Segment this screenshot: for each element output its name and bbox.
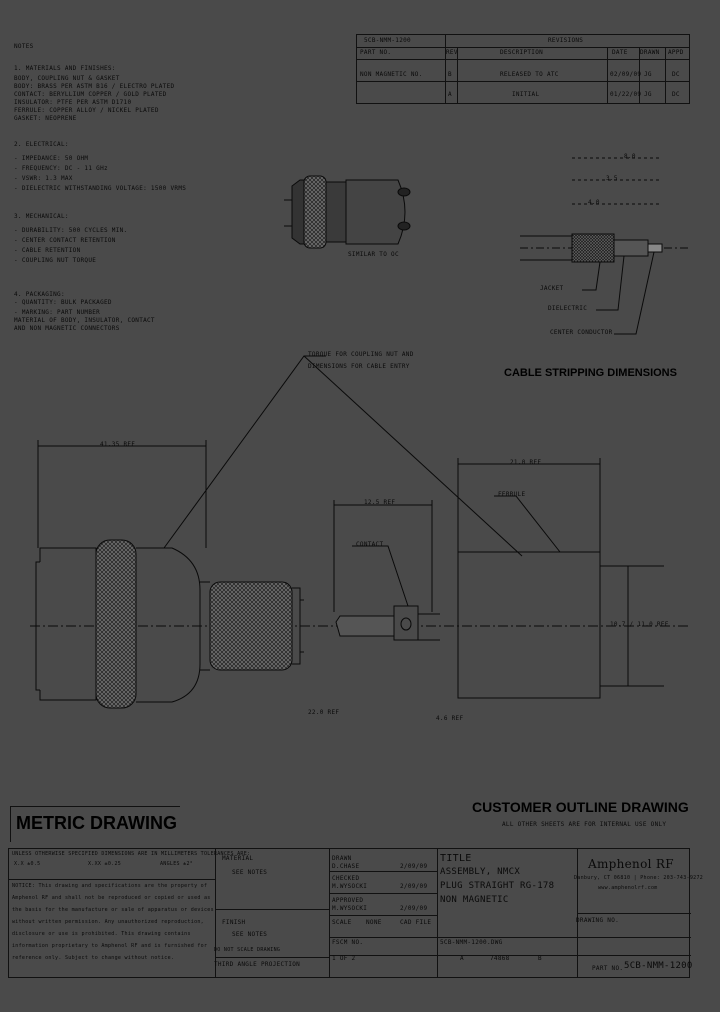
note-line: 4. PACKAGING: — [14, 291, 65, 298]
rev-col-date: DATE — [612, 49, 628, 56]
note-line: AND NON MAGNETIC CONNECTORS — [14, 325, 120, 332]
rev-row2-desc: INITIAL — [512, 91, 540, 98]
company-logo: Amphenol RF — [588, 857, 674, 871]
note-line: GASKET: NEOPRENE — [14, 115, 77, 122]
dim-contact-diameter: 4.6 REF — [436, 715, 464, 722]
drawn-name: D.CHASE — [332, 863, 360, 870]
note-line: BODY: BRASS PER ASTM B16 / ELECTRO PLATED — [14, 83, 175, 90]
rev-col-description: DESCRIPTION — [500, 49, 544, 56]
customer-outline-heading: CUSTOMER OUTLINE DRAWING — [472, 799, 689, 815]
strip-dim-1: 8.0 — [624, 153, 636, 160]
rev-row1-drawn: JG — [644, 71, 652, 78]
note-line: - QUANTITY: BULK PACKAGED — [14, 299, 112, 306]
proprietary-line: NOTICE: This drawing and specifications are the property of — [12, 883, 208, 889]
dim-overall: 41.35 REF — [100, 441, 136, 448]
rev-col-partno: PART NO. — [360, 49, 392, 56]
note-line: - DIELECTRIC WITHSTANDING VOLTAGE: 1500 VRMS — [14, 185, 187, 192]
fscm-value: 74868 — [490, 955, 510, 962]
dim-ferrule-diameter: 10.7 / 11.0 REF — [610, 621, 669, 628]
rev-col-drawn: DRAWN — [640, 49, 660, 56]
rev-row1-desc: RELEASED TO ATC — [500, 71, 559, 78]
strip-jacket-label: JACKET — [540, 285, 564, 292]
proprietary-line: the basis for the manufacture or sale of apparatus or devices — [12, 907, 214, 913]
drawn-date: 2/09/09 — [400, 863, 428, 870]
proprietary-line: without written permission. Any unauthorized reproduction, — [12, 919, 204, 925]
note-line: - VSWR: 1.3 MAX — [14, 175, 73, 182]
tolerance-text: UNLESS OTHERWISE SPECIFIED DIMENSIONS ARE IN MILLIMETERS TOLERANCES ARE: — [12, 851, 251, 857]
approved-label: APPROVED — [332, 897, 364, 904]
cable-stripping-heading: CABLE STRIPPING DIMENSIONS — [504, 367, 677, 379]
tolerance-value-3: ANGLES ±2° — [160, 861, 194, 867]
company-web: www.amphenolrf.com — [598, 885, 658, 891]
finish-value: SEE NOTES — [232, 931, 268, 938]
size-value: A — [460, 955, 464, 962]
rev-col-rev: REV — [446, 49, 458, 56]
tolerance-value-1: X.X ±0.5 — [14, 861, 41, 867]
approved-date: 2/09/09 — [400, 905, 428, 912]
title-line-2: PLUG STRAIGHT RG-178 — [440, 881, 555, 891]
note-line: MATERIAL OF BODY, INSULATOR, CONTACT — [14, 317, 155, 324]
revision-header: REVISIONS — [548, 37, 584, 44]
checked-name: M.WYSOCKI — [332, 883, 368, 890]
rev-row1-partno: NON MAGNETIC NO. — [360, 71, 423, 78]
note-line: 2. ELECTRICAL: — [14, 141, 69, 148]
revision-part-no: 5CB-NMM-1200 — [364, 37, 411, 44]
drawing-no-label: DRAWING NO. — [576, 917, 620, 924]
title-line-3: NON MAGNETIC — [440, 895, 509, 905]
approved-name: M.WYSOCKI — [332, 905, 368, 912]
cad-value: 5CB-NMM-1200.DWG — [440, 939, 503, 946]
title-label: TITLE — [440, 853, 472, 864]
proprietary-line: information proprietary to Amphenol RF and is furnished for — [12, 943, 208, 949]
company-address: Danbury, CT 06810 | Phone: 203-743-9272 — [574, 875, 704, 881]
connector-outline-views — [30, 356, 690, 708]
dim-ferrule-length: 21.0 REF — [510, 459, 542, 466]
third-angle: THIRD ANGLE PROJECTION — [214, 961, 301, 968]
note-line: 1. MATERIALS AND FINISHES: — [14, 65, 116, 72]
scale-label: SCALE — [332, 919, 352, 926]
rev-row2-appd: DC — [672, 91, 680, 98]
dim-contact-length: 12.5 REF — [364, 499, 396, 506]
note-line: - IMPEDANCE: 50 OHM — [14, 155, 89, 162]
rev-row2-rev: A — [448, 91, 452, 98]
finish-label: FINISH — [222, 919, 246, 926]
note-line: FERRULE: COPPER ALLOY / NICKEL PLATED — [14, 107, 159, 114]
metric-drawing-heading: METRIC DRAWING — [16, 813, 177, 833]
strip-dim-2: 3.5 — [606, 175, 618, 182]
note-line: 3. MECHANICAL: — [14, 213, 69, 220]
scale-value: NONE — [366, 919, 382, 926]
note-line: INSULATOR: PTFE PER ASTM D1710 — [14, 99, 132, 106]
proprietary-line: Amphenol RF and shall not be reproduced or copied or used as — [12, 895, 211, 901]
material-label: MATERIAL — [222, 855, 254, 862]
fscm-label: FSCM NO. — [332, 939, 364, 946]
connector-perspective-view — [284, 176, 410, 248]
proprietary-line: disclosure or use is prohibited. This drawing contains — [12, 931, 191, 937]
contact-label: CONTACT — [356, 541, 384, 548]
material-value: SEE NOTES — [232, 869, 268, 876]
checked-date: 2/09/09 — [400, 883, 428, 890]
customer-outline-note: ALL OTHER SHEETS ARE FOR INTERNAL USE ONLY — [502, 821, 667, 828]
dim-body-diameter: 22.0 REF — [308, 709, 340, 716]
rev-row1-appd: DC — [672, 71, 680, 78]
part-no-label: PART NO. — [592, 965, 624, 972]
note-line: - CENTER CONTACT RETENTION — [14, 237, 116, 244]
note-line: - COUPLING NUT TORQUE — [14, 257, 97, 264]
cable-stripping-diagram — [520, 158, 690, 334]
tolerance-value-2: X.XX ±0.25 — [88, 861, 122, 867]
rev-row1-date: 02/09/09 — [610, 71, 642, 78]
checked-label: CHECKED — [332, 875, 360, 882]
strip-center-label: CENTER CONDUCTOR — [550, 329, 613, 336]
callout-main-label-2: DIMENSIONS FOR CABLE ENTRY — [308, 363, 410, 370]
proprietary-line: reference only. Subject to change without notice. — [12, 955, 175, 961]
strip-dielectric-label: DIELECTRIC — [548, 305, 588, 312]
similar-to-label: SIMILAR TO OC — [348, 251, 399, 258]
rev-row2-date: 01/22/09 — [610, 91, 642, 98]
rev-row2-drawn: JG — [644, 91, 652, 98]
note-line: - FREQUENCY: DC - 11 GHz — [14, 165, 108, 172]
ferrule-label: FERRULE — [498, 491, 526, 498]
title-line-1: ASSEMBLY, NMCX — [440, 867, 521, 877]
note-line: - DURABILITY: 500 CYCLES MIN. — [14, 227, 128, 234]
note-line: BODY, COUPLING NUT & GASKET — [14, 75, 120, 82]
rev-col-appd: APPD — [668, 49, 684, 56]
strip-dim-3: 4.0 — [588, 199, 600, 206]
note-line: - CABLE RETENTION — [14, 247, 81, 254]
notes-heading: NOTES — [14, 43, 34, 50]
callout-main-label: TORQUE FOR COUPLING NUT AND — [308, 351, 414, 358]
rev-row1-rev: B — [448, 71, 452, 78]
drawn-label: DRAWN — [332, 855, 352, 862]
sheet-value: 1 OF 2 — [332, 955, 356, 962]
cad-label: CAD FILE — [400, 919, 432, 926]
do-not-scale: DO NOT SCALE DRAWING — [214, 947, 281, 953]
part-no-value: 5CB-NMM-1200 — [624, 961, 693, 971]
note-line: - MARKING: PART NUMBER — [14, 309, 101, 316]
rev-value: B — [538, 955, 542, 962]
note-line: CONTACT: BERYLLIUM COPPER / GOLD PLATED — [14, 91, 167, 98]
